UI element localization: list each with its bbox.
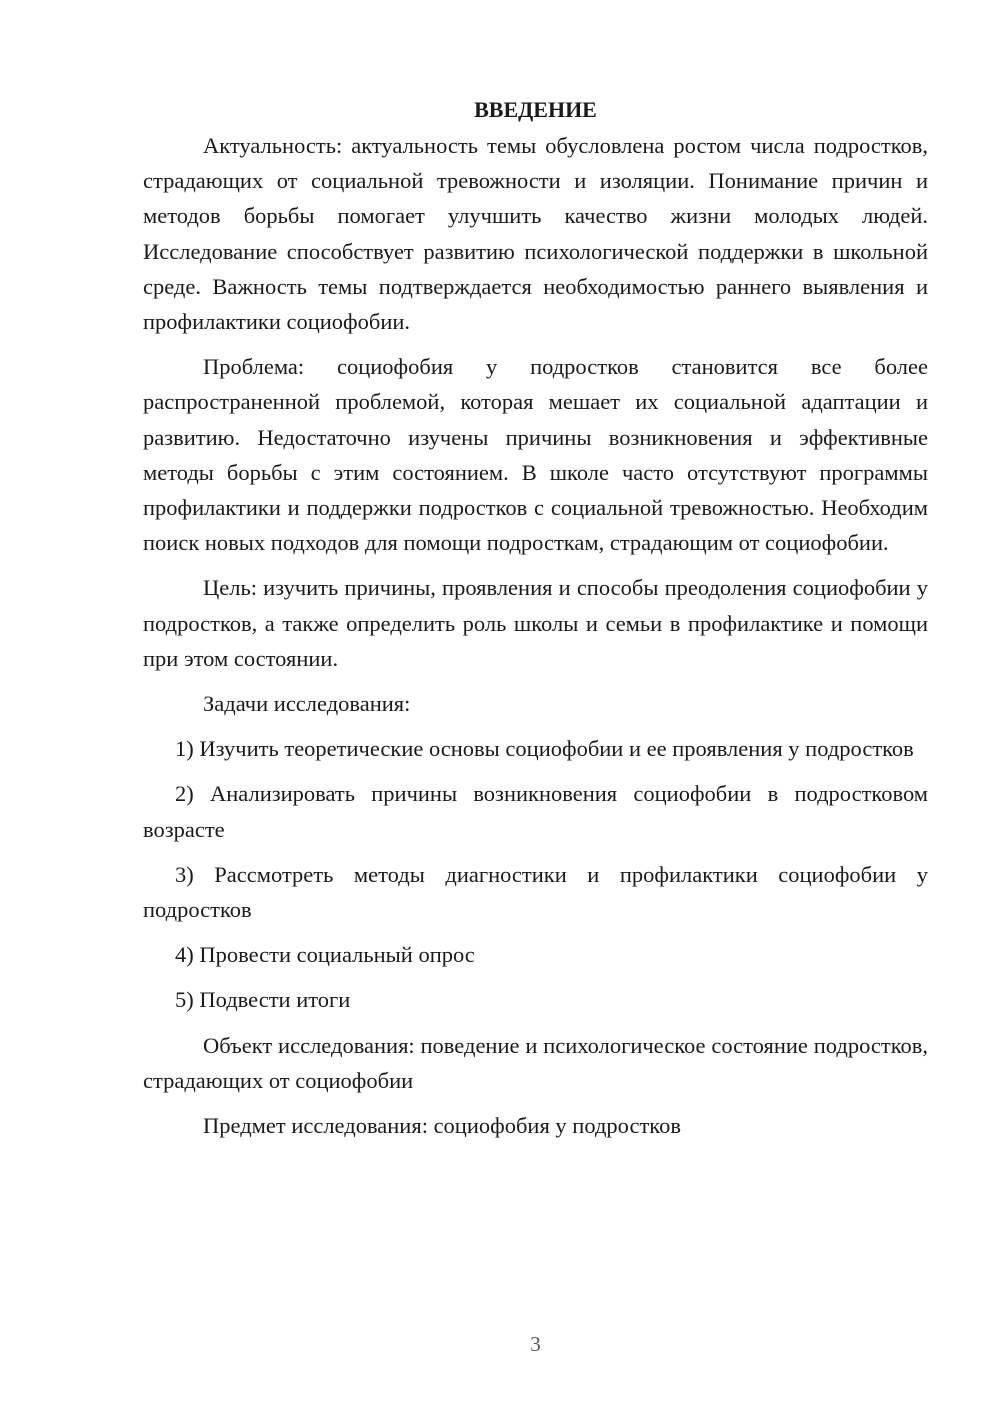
subject-paragraph: Предмет исследования: социофобия у подростков — [203, 1113, 681, 1139]
document-page — [143, 92, 928, 1153]
relevance-paragraph: Актуальность: актуальность темы обусловлена ростом числа подростков, страдающих от социальной тревожности и изоляции. Понимание причин и методов борьбы помогает улучшить качество жизни молодых людей. Исследование способствует развитию психологической поддержки в школьной среде. Важность темы подтверждается необходимостью раннего выявления и профилактики социофобии. — [143, 133, 928, 335]
task-item-3: 3) Рассмотреть методы диагностики и профилактики социофобии у подростков — [143, 861, 928, 923]
task-item-4: 4) Провести социальный опрос — [175, 942, 475, 968]
tasks-heading: Задачи исследования: — [203, 691, 411, 717]
problem-paragraph: Проблема: социофобия у подростков становится все более распространенной проблемой, которая мешает их социальной адаптации и развитию. Недостаточно изучены причины возникновения и эффективные методы борьбы с этим состоянием. В школе часто отсутствуют программы профилактики и поддержки подростков с социальной тревожностью. Необходим поиск новых подходов для помощи подросткам, страдающим от социофобии. — [143, 354, 928, 556]
page-number: 3 — [530, 1332, 541, 1356]
object-paragraph: Объект исследования: поведение и психологическое состояние подростков, страдающих от социофобии — [143, 1032, 928, 1093]
task-item-2: 2) Анализировать причины возникновения социофобии в подростковом возрасте — [143, 781, 928, 842]
goal-paragraph: Цель: изучить причины, проявления и способы преодоления социофобии у подростков, а также определить роль школы и семьи в профилактике и помощи при этом состоянии. — [143, 575, 928, 671]
task-item-5: 5) Подвести итоги — [175, 987, 351, 1013]
section-title: ВВЕДЕНИЕ — [474, 97, 597, 122]
task-item-1: 1) Изучить теоретические основы социофобии и ее проявления у подростков — [175, 736, 914, 762]
